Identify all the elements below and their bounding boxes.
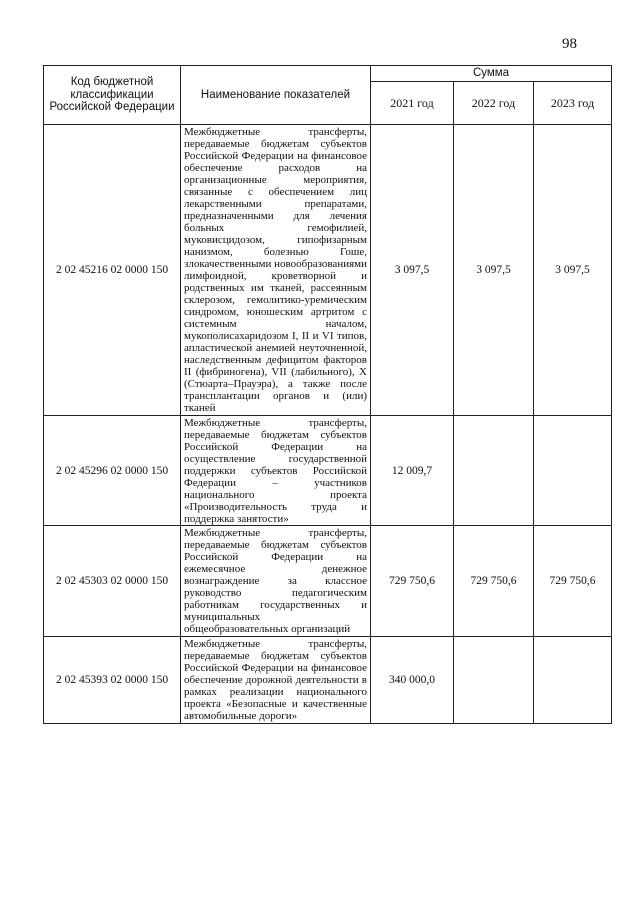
header-year-2023: 2023 год (534, 82, 612, 125)
row-value-2023: 729 750,6 (534, 526, 612, 637)
table-row (44, 125, 612, 416)
row-value-2022 (454, 637, 534, 724)
row-value-2023 (534, 415, 612, 526)
header-row (44, 66, 612, 82)
row-value-2021: 12 009,7 (371, 415, 454, 526)
row-code: 2 02 45393 02 0000 150 (44, 637, 181, 724)
row-name: Межбюджетные трансферты, передаваемые бюджетам субъектов Российской Федерации на осуществление государственной поддержки субъектов Российской Федерации – участников национального проекта «Производительность труда и поддержка занятости» (181, 415, 371, 526)
row-value-2023: 3 097,5 (534, 125, 612, 416)
header-year-2022: 2022 год (454, 82, 534, 125)
header-code: Код бюджетной классификации Российской Федерации (44, 66, 181, 125)
header-sum: Сумма (371, 66, 612, 82)
row-value-2022 (454, 415, 534, 526)
budget-table (43, 65, 612, 724)
row-code: 2 02 45216 02 0000 150 (44, 125, 181, 416)
row-value-2022: 729 750,6 (454, 526, 534, 637)
table-row (44, 415, 612, 526)
row-code: 2 02 45303 02 0000 150 (44, 526, 181, 637)
row-value-2021: 729 750,6 (371, 526, 454, 637)
table-row (44, 637, 612, 724)
row-value-2023 (534, 637, 612, 724)
row-code: 2 02 45296 02 0000 150 (44, 415, 181, 526)
row-value-2021: 340 000,0 (371, 637, 454, 724)
row-name: Межбюджетные трансферты, передаваемые бюджетам субъектов Российской Федерации на ежемесячное денежное вознаграждение за классное руководство педагогическим работникам государственных и муниципальных общеобразовательных организаций (181, 526, 371, 637)
table-row (44, 526, 612, 637)
row-value-2022: 3 097,5 (454, 125, 534, 416)
row-name: Межбюджетные трансферты, передаваемые бюджетам субъектов Российской Федерации на финансовое обеспечение дорожной деятельности в рамках реализации национального проекта «Безопасные и качественные автомобильные дороги» (181, 637, 371, 724)
header-name: Наименование показателей (181, 66, 371, 125)
row-name: Межбюджетные трансферты, передаваемые бюджетам субъектов Российской Федерации на финансовое обеспечение расходов на организационные мероприятия, связанные с обеспечением лиц лекарственными препаратами, предназначенными для лечения больных гемофилией, муковисцидозом, гипофизарным нанизмом, болезнью Гоше, злокачественными новообразованиями лимфоидной, кроветворной и родственных им тканей, рассеянным склерозом, гемолитико-уремическим синдромом, юношеским артритом с системным началом, мукополисахаридозом I, II и VI типов, апластической анемией неуточненной, наследственным дефицитом факторов II (фибриногена), VII (лабильного), X (Стюарта–Прауэра), а также после трансплантации органов и (или) тканей (181, 125, 371, 416)
page-number: 98 (562, 36, 577, 52)
row-value-2021: 3 097,5 (371, 125, 454, 416)
header-year-2021: 2021 год (371, 82, 454, 125)
